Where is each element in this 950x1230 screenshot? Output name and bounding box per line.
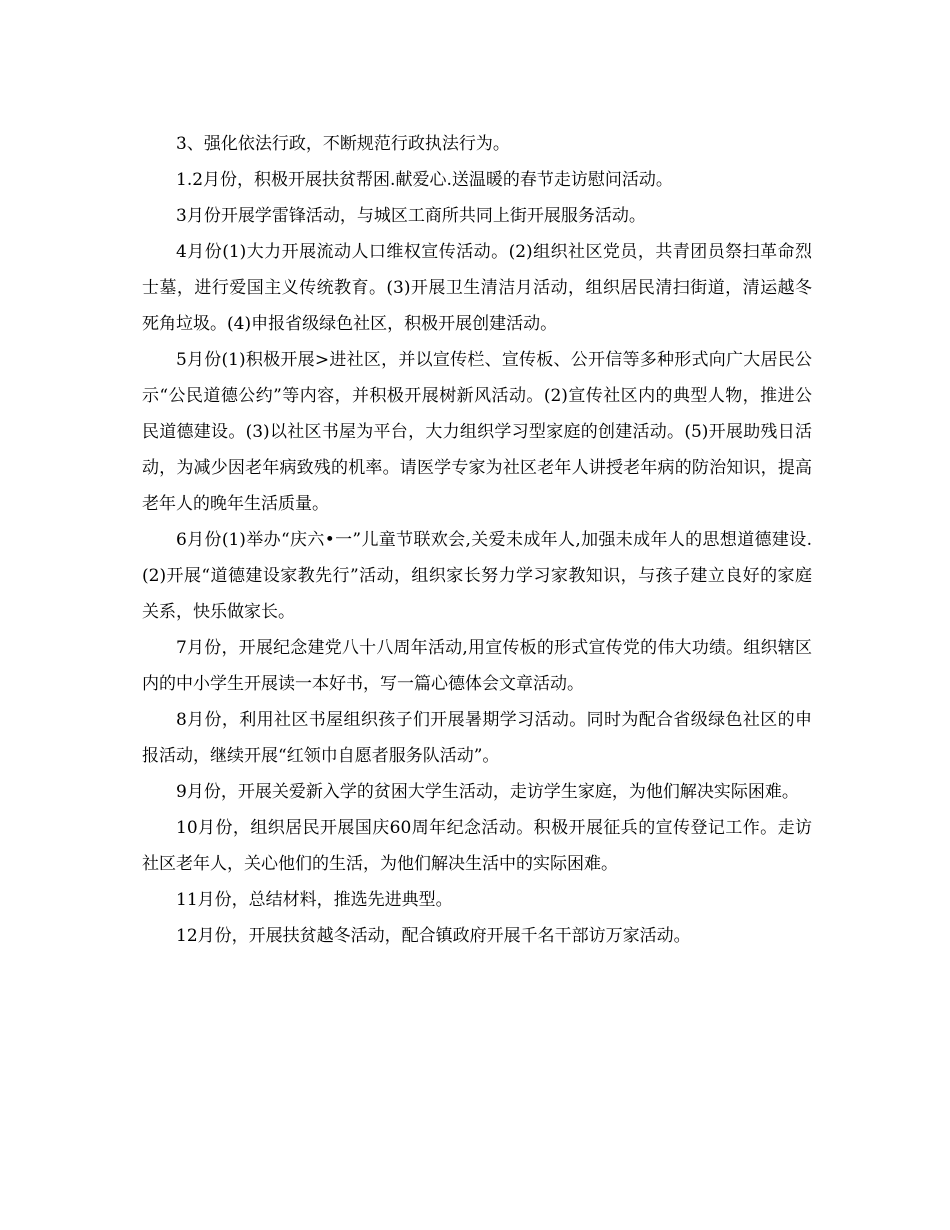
paragraph-september: 9月份，开展关爱新入学的贫困大学生活动，走访学生家庭，为他们解决实际困难。 [176,782,799,802]
paragraph-june: 6月份(1)举办“庆六•一”儿童节联欢会,关爱未成年人,加强未成年人的思想道德建设.(2)开展“道德建设家教先行”活动，组织家长努力学习家教知识，与孩子建立良好的家庭关系，快乐做家长。 [142,530,812,622]
paragraph-december: 12月份，开展扶贫越冬活动，配合镇政府开展千名干部访万家活动。 [176,926,691,946]
paragraph-jan-feb: 1.2月份，积极开展扶贫帮困.献爱心.送温暖的春节走访慰问活动。 [176,170,673,190]
paragraph-march: 3月份开展学雷锋活动，与城区工商所共同上街开展服务活动。 [176,206,646,226]
paragraph-october: 10月份，组织居民开展国庆60周年纪念活动。积极开展征兵的宣传登记工作。走访社区老年人，关心他们的生活，为他们解决生活中的实际困难。 [142,818,812,874]
document-body [142,126,812,954]
paragraph-august: 8月份，利用社区书屋组织孩子们开展暑期学习活动。同时为配合省级绿色社区的申报活动，继续开展“红领巾自愿者服务队活动”。 [142,710,812,766]
paragraph-july: 7月份，开展纪念建党八十八周年活动,用宣传板的形式宣传党的伟大功绩。组织辖区内的中小学生开展读一本好书，写一篇心德体会文章活动。 [142,638,812,694]
paragraph-april: 4月份(1)大力开展流动人口维权宣传活动。(2)组织社区党员，共青团员祭扫革命烈士墓，进行爱国主义传统教育。(3)开展卫生清洁月活动，组织居民清扫街道，清运越冬死角垃圾。(4)申报省级绿色社区，积极开展创建活动。 [142,242,812,334]
paragraph-november: 11月份，总结材料，推选先进典型。 [176,890,453,910]
paragraph-3-law-enforcement: 3、强化依法行政，不断规范行政执法行为。 [176,134,510,154]
paragraph-may: 5月份(1)积极开展>进社区，并以宣传栏、宣传板、公开信等多种形式向广大居民公示“公民道德公约”等内容，并积极开展树新风活动。(2)宣传社区内的典型人物，推进公民道德建设。(3)以社区书屋为平台，大力组织学习型家庭的创建活动。(5)开展助残日活动，为减少因老年病致残的机率。请医学专家为社区老年人讲授老年病的防治知识，提高老年人的晚年生活质量。 [142,350,812,514]
